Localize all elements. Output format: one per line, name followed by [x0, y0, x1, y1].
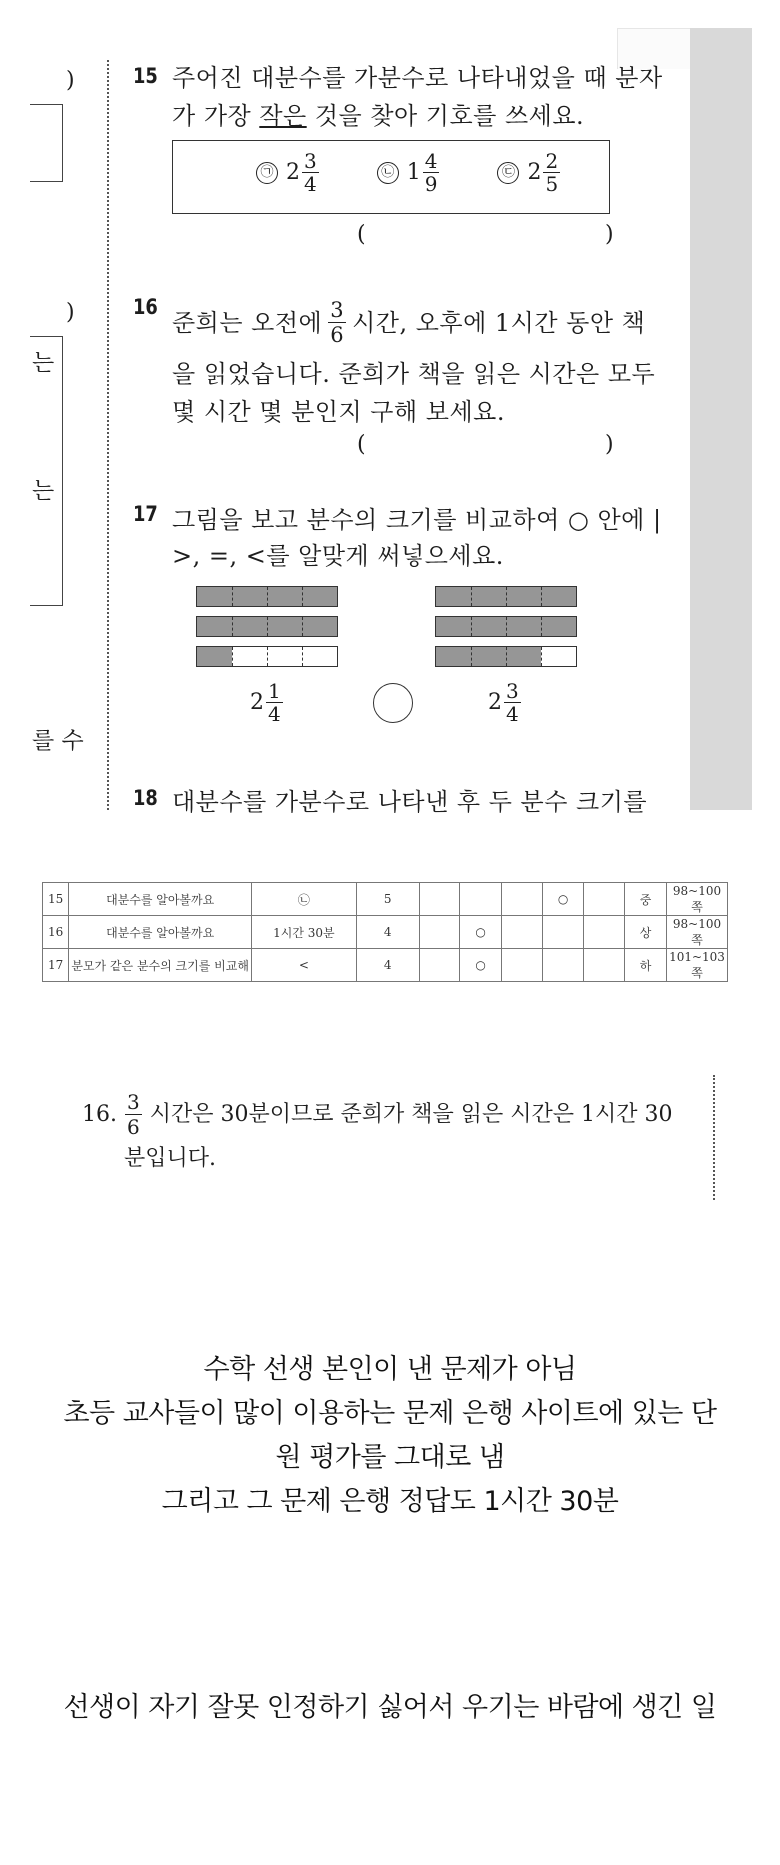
filled-part	[197, 647, 232, 666]
question-16-line3: 몇 시간 몇 분인지 구해 보세요.	[172, 398, 505, 426]
table-cell: ○	[460, 916, 502, 949]
text: 시간, 오후에 1시간 동안 책	[352, 308, 646, 337]
bar-divider	[267, 587, 268, 606]
table-cell: 17	[43, 949, 69, 982]
choice-list	[256, 150, 562, 195]
table-row	[43, 883, 728, 916]
choice-c	[497, 150, 562, 195]
fraction-bar	[435, 646, 577, 667]
table-cell: ○	[460, 949, 502, 982]
left-fragment: 는	[32, 350, 55, 376]
underlined-word: 작은	[259, 102, 307, 130]
left-fragment: 는	[32, 478, 55, 504]
left-answer-box	[30, 104, 63, 182]
answer-paren-open: (	[357, 432, 366, 457]
text: 가 가장	[172, 102, 260, 130]
numerator: 1	[268, 679, 281, 703]
table-row	[43, 916, 728, 949]
table-cell: ㉡	[252, 883, 357, 916]
choice-mark: ㉢	[497, 162, 519, 184]
fraction	[543, 150, 560, 195]
denominator: 4	[304, 172, 317, 196]
bar-divider	[506, 647, 507, 666]
fraction	[302, 150, 319, 195]
table-cell	[584, 916, 625, 949]
answer-paren-close: )	[605, 222, 614, 247]
caption-line: 원 평가를 그대로 냄	[275, 1442, 505, 1473]
denominator: 6	[330, 323, 345, 347]
whole: 2	[488, 690, 502, 715]
bar-divider	[232, 617, 233, 636]
fold-line	[713, 1075, 715, 1200]
question-17-line1: 그림을 보고 분수의 크기를 비교하여 ○ 안에 |	[172, 506, 662, 534]
table-cell: 4	[356, 916, 419, 949]
table-cell: 1시간 30분	[252, 916, 357, 949]
bar-divider	[232, 647, 233, 666]
bar-divider	[232, 587, 233, 606]
table-cell	[542, 916, 584, 949]
bar-divider	[541, 587, 542, 606]
table-cell	[419, 916, 460, 949]
table-cell: 대분수를 알아볼까요	[69, 916, 252, 949]
text: 준희는 오전에	[172, 308, 323, 337]
fraction-bar	[196, 586, 338, 607]
choice-a	[256, 150, 321, 195]
table-cell: 4	[356, 949, 419, 982]
numerator: 3	[506, 679, 519, 703]
table-cell: ○	[542, 883, 584, 916]
bar-divider	[471, 617, 472, 636]
filled-part	[436, 647, 541, 666]
bar-divider	[506, 617, 507, 636]
whole: 2	[250, 690, 264, 715]
answer-label: 16.	[82, 1101, 117, 1127]
bar-divider	[541, 647, 542, 666]
table-cell	[419, 883, 460, 916]
table-cell	[419, 949, 460, 982]
question-16-line1	[172, 298, 645, 347]
denominator: 4	[506, 702, 519, 726]
left-fragment: 를 수	[32, 728, 84, 754]
numerator: 4	[424, 149, 438, 173]
bar-divider	[541, 617, 542, 636]
table-cell: 15	[43, 883, 69, 916]
bar-divider	[506, 587, 507, 606]
fraction-bar	[435, 616, 577, 637]
numerator: 3	[330, 298, 345, 322]
table-cell	[584, 883, 625, 916]
answer-line2: 분입니다.	[124, 1146, 217, 1171]
question-15-line2	[172, 96, 584, 136]
fraction	[266, 680, 283, 725]
comparison-circle[interactable]	[373, 683, 413, 723]
caption-line: 수학 선생 본인이 낸 문제가 아님	[203, 1354, 577, 1385]
table-cell: 98~100쪽	[667, 916, 728, 949]
question-number: 15	[133, 64, 158, 88]
answer-paren-open: (	[357, 222, 366, 247]
choice-mark: ㉡	[377, 162, 399, 184]
answer-table	[42, 882, 728, 982]
denominator: 5	[545, 172, 559, 196]
table-cell	[584, 949, 625, 982]
bar-divider	[267, 647, 268, 666]
side-strip	[690, 28, 752, 810]
answer-table-crop	[42, 883, 728, 980]
text: 시간은 30분이므로 준희가 책을 읽은 시간은 1시간 30	[149, 1101, 673, 1127]
right-mixed-number	[488, 680, 523, 725]
fraction	[423, 150, 440, 195]
table-cell: 16	[43, 916, 69, 949]
numerator: 3	[127, 1090, 140, 1114]
choice-b	[377, 150, 442, 195]
numerator: 3	[304, 149, 317, 173]
table-cell: 하	[625, 949, 667, 982]
table-cell	[542, 949, 584, 982]
bar-divider	[267, 617, 268, 636]
fraction	[328, 298, 346, 347]
denominator: 9	[424, 172, 438, 196]
bar-divider	[471, 647, 472, 666]
table-cell: 101~103쪽	[667, 949, 728, 982]
table-cell: 대분수를 알아볼까요	[69, 883, 252, 916]
question-number: 18	[133, 786, 158, 810]
table-cell: 중	[625, 883, 667, 916]
table-cell	[502, 883, 543, 916]
text: 것을 찾아 기호를 쓰세요.	[306, 102, 585, 130]
fraction-bar	[435, 586, 577, 607]
answer-explanation	[82, 1090, 672, 1179]
fold-line	[107, 60, 109, 810]
caption-conclusion: 선생이 자기 잘못 인정하기 싫어서 우기는 바람에 생긴 일	[63, 1692, 717, 1723]
left-mixed-number	[250, 680, 285, 725]
fraction	[125, 1090, 142, 1139]
caption-block	[0, 1348, 780, 1524]
fraction-bar	[196, 646, 338, 667]
table-cell: 분모가 같은 분수의 크기를 비교해	[69, 949, 252, 982]
table-cell	[502, 949, 543, 982]
table-cell: 5	[356, 883, 419, 916]
table-cell	[460, 883, 502, 916]
caption-line: 그리고 그 문제 은행 정답도 1시간 30분	[161, 1486, 619, 1517]
bar-divider	[471, 587, 472, 606]
bar-divider	[302, 647, 303, 666]
caption-line: 초등 교사들이 많이 이용하는 문제 은행 사이트에 있는 단	[63, 1398, 717, 1429]
whole: 1	[406, 160, 421, 185]
numerator: 2	[545, 149, 559, 173]
table-row	[43, 949, 728, 982]
question-number: 16	[133, 295, 158, 319]
question-17-line2: >, =, <를 알맞게 써넣으세요.	[172, 542, 504, 570]
fraction	[504, 680, 521, 725]
answer-line1	[82, 1090, 672, 1139]
question-number: 17	[133, 502, 158, 526]
bar-divider	[302, 587, 303, 606]
question-16-line2: 을 읽었습니다. 준희가 책을 읽은 시간은 모두	[172, 360, 656, 388]
table-cell	[502, 916, 543, 949]
worksheet-image	[0, 0, 780, 816]
bar-divider	[302, 617, 303, 636]
table-cell: 상	[625, 916, 667, 949]
choice-mark: ㉠	[256, 162, 278, 184]
denominator: 6	[127, 1115, 140, 1139]
question-18-line1: 대분수를 가분수로 나타낸 후 두 분수 크기를	[172, 788, 648, 816]
table-cell: 98~100쪽	[667, 883, 728, 916]
left-paren: )	[66, 68, 75, 93]
denominator: 4	[268, 702, 281, 726]
answer-paren-close: )	[605, 432, 614, 457]
fraction-bar	[196, 616, 338, 637]
table-cell: <	[252, 949, 357, 982]
left-paren: )	[66, 300, 75, 325]
question-15-line1: 주어진 대분수를 가분수로 나타내었을 때 분자	[172, 64, 663, 92]
whole: 2	[286, 160, 300, 185]
whole: 2	[527, 160, 542, 185]
